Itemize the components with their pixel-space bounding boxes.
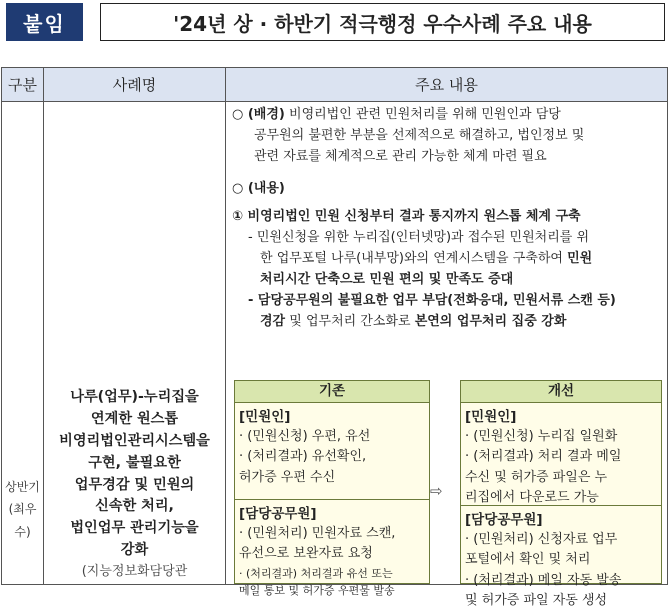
item-1 — [232, 206, 661, 332]
after-citizen-line: · (민원신청) 누리집 일원화 — [465, 429, 618, 444]
background-text: 비영리법인 관련 민원처리를 위해 민원인과 담당 — [284, 107, 561, 122]
category-award: (최우수) — [8, 502, 37, 540]
before-official-line: · (민원처리) 민원자료 스캔, — [239, 526, 396, 541]
before-official-section — [235, 499, 429, 599]
attachment-badge: 붙임 — [6, 3, 83, 41]
background-paragraph — [232, 104, 661, 167]
table-header-row — [2, 68, 668, 102]
after-citizen-line: · (처리결과) 처리 결과 메일 — [465, 449, 622, 465]
header-main-content: 주요 내용 — [226, 68, 668, 102]
case-name-line: 신속한 처리, — [95, 498, 174, 515]
after-box-title: 개선 — [461, 381, 661, 403]
before-citizen-title: [민원인] — [239, 409, 291, 425]
before-box — [234, 380, 430, 597]
before-citizen-line: 허가증 우편 수신 — [239, 469, 336, 485]
after-official-line: · (민원처리) 신청자료 업무 — [465, 532, 618, 547]
before-official-line: · (처리결과) 처리결과 유선 또는 — [239, 566, 393, 580]
content-label: ○ (내용) — [232, 181, 285, 196]
main-content-cell — [226, 102, 668, 608]
item-1-line: 한 업무포털 나루(내부망)와의 연계시스템을 구축하여 민원 — [260, 251, 593, 267]
header-case-name: 사례명 — [44, 68, 226, 102]
table-row — [2, 102, 668, 585]
after-official-line: 포털에서 확인 및 처리 — [465, 552, 591, 568]
case-name-line: 업무경감 및 민원의 — [74, 476, 195, 493]
item-1-line: 경감 및 업무처리 간소화로 본연의 업무처리 집중 강화 — [260, 314, 567, 330]
before-citizen-line: · (처리결과) 유선확인, — [239, 449, 367, 465]
background-text: 공무원의 불편한 부분을 선제적으로 해결하고, 법인정보 및 — [254, 128, 585, 144]
before-official-title: [담당공무원] — [239, 506, 317, 522]
case-name-line: 비영리법인관리시스템을 — [59, 432, 210, 449]
item-1-line: - 민원신청을 위한 누리집(인터넷망)과 접수된 민원처리를 위 — [248, 230, 590, 246]
case-name-cell — [44, 102, 226, 585]
case-name-line: 나루(업무)-누리집을 — [70, 389, 199, 406]
after-citizen-line: 리집에서 다운로드 가능 — [465, 489, 599, 505]
before-citizen-line: · (민원신청) 우편, 유선 — [239, 429, 371, 444]
item-1-line: 처리시간 단축으로 민원 편의 및 만족도 증대 — [260, 272, 514, 288]
header-category: 구분 — [2, 68, 44, 102]
item-1-line: - 담당공무원의 불필요한 업무 부담(전화응대, 민원서류 스캔 등) — [248, 293, 616, 309]
background-label: ○ (배경) — [232, 107, 285, 122]
before-citizen-section — [235, 403, 429, 488]
case-name-line: 강화 — [120, 542, 149, 559]
arrow-right-icon: ⇨ — [430, 482, 443, 500]
item-1-title: ① 비영리법인 민원 신청부터 결과 통지까지 원스톱 체계 구축 — [232, 209, 581, 224]
before-official-line: 메일 통보 및 허가증 우편물 발송 — [239, 583, 395, 597]
case-name-line: 구현, 불필요한 — [88, 454, 181, 471]
after-citizen-title: [민원인] — [465, 409, 517, 425]
cases-table — [1, 67, 668, 608]
page-header — [0, 0, 670, 54]
page-title: '24년 상 · 하반기 적극행정 우수사례 주요 내용 — [100, 3, 665, 41]
before-box-title: 기존 — [235, 381, 429, 403]
after-official-line: 및 허가증 파일 자동 생성 — [465, 592, 608, 608]
after-official-section — [461, 505, 661, 611]
case-name-line: 연계한 원스톱 — [90, 410, 179, 427]
after-citizen-line: 수신 및 허가증 파일은 누 — [465, 469, 608, 485]
category-half: 상반기 — [5, 479, 40, 494]
after-box — [460, 380, 662, 608]
case-org: (지능정보화담당관 — [81, 563, 188, 579]
before-official-line: 유선으로 보완자료 요청 — [239, 546, 373, 562]
after-official-line: · (처리결과) 메일 자동 발송 — [465, 572, 622, 588]
category-cell — [2, 102, 44, 585]
after-citizen-section — [461, 403, 661, 508]
case-name-line: 법인업무 관리기능을 — [70, 520, 199, 537]
background-text: 관련 자료를 체계적으로 관리 가능한 체계 마련 필요 — [254, 149, 547, 165]
after-official-title: [담당공무원] — [465, 512, 543, 528]
